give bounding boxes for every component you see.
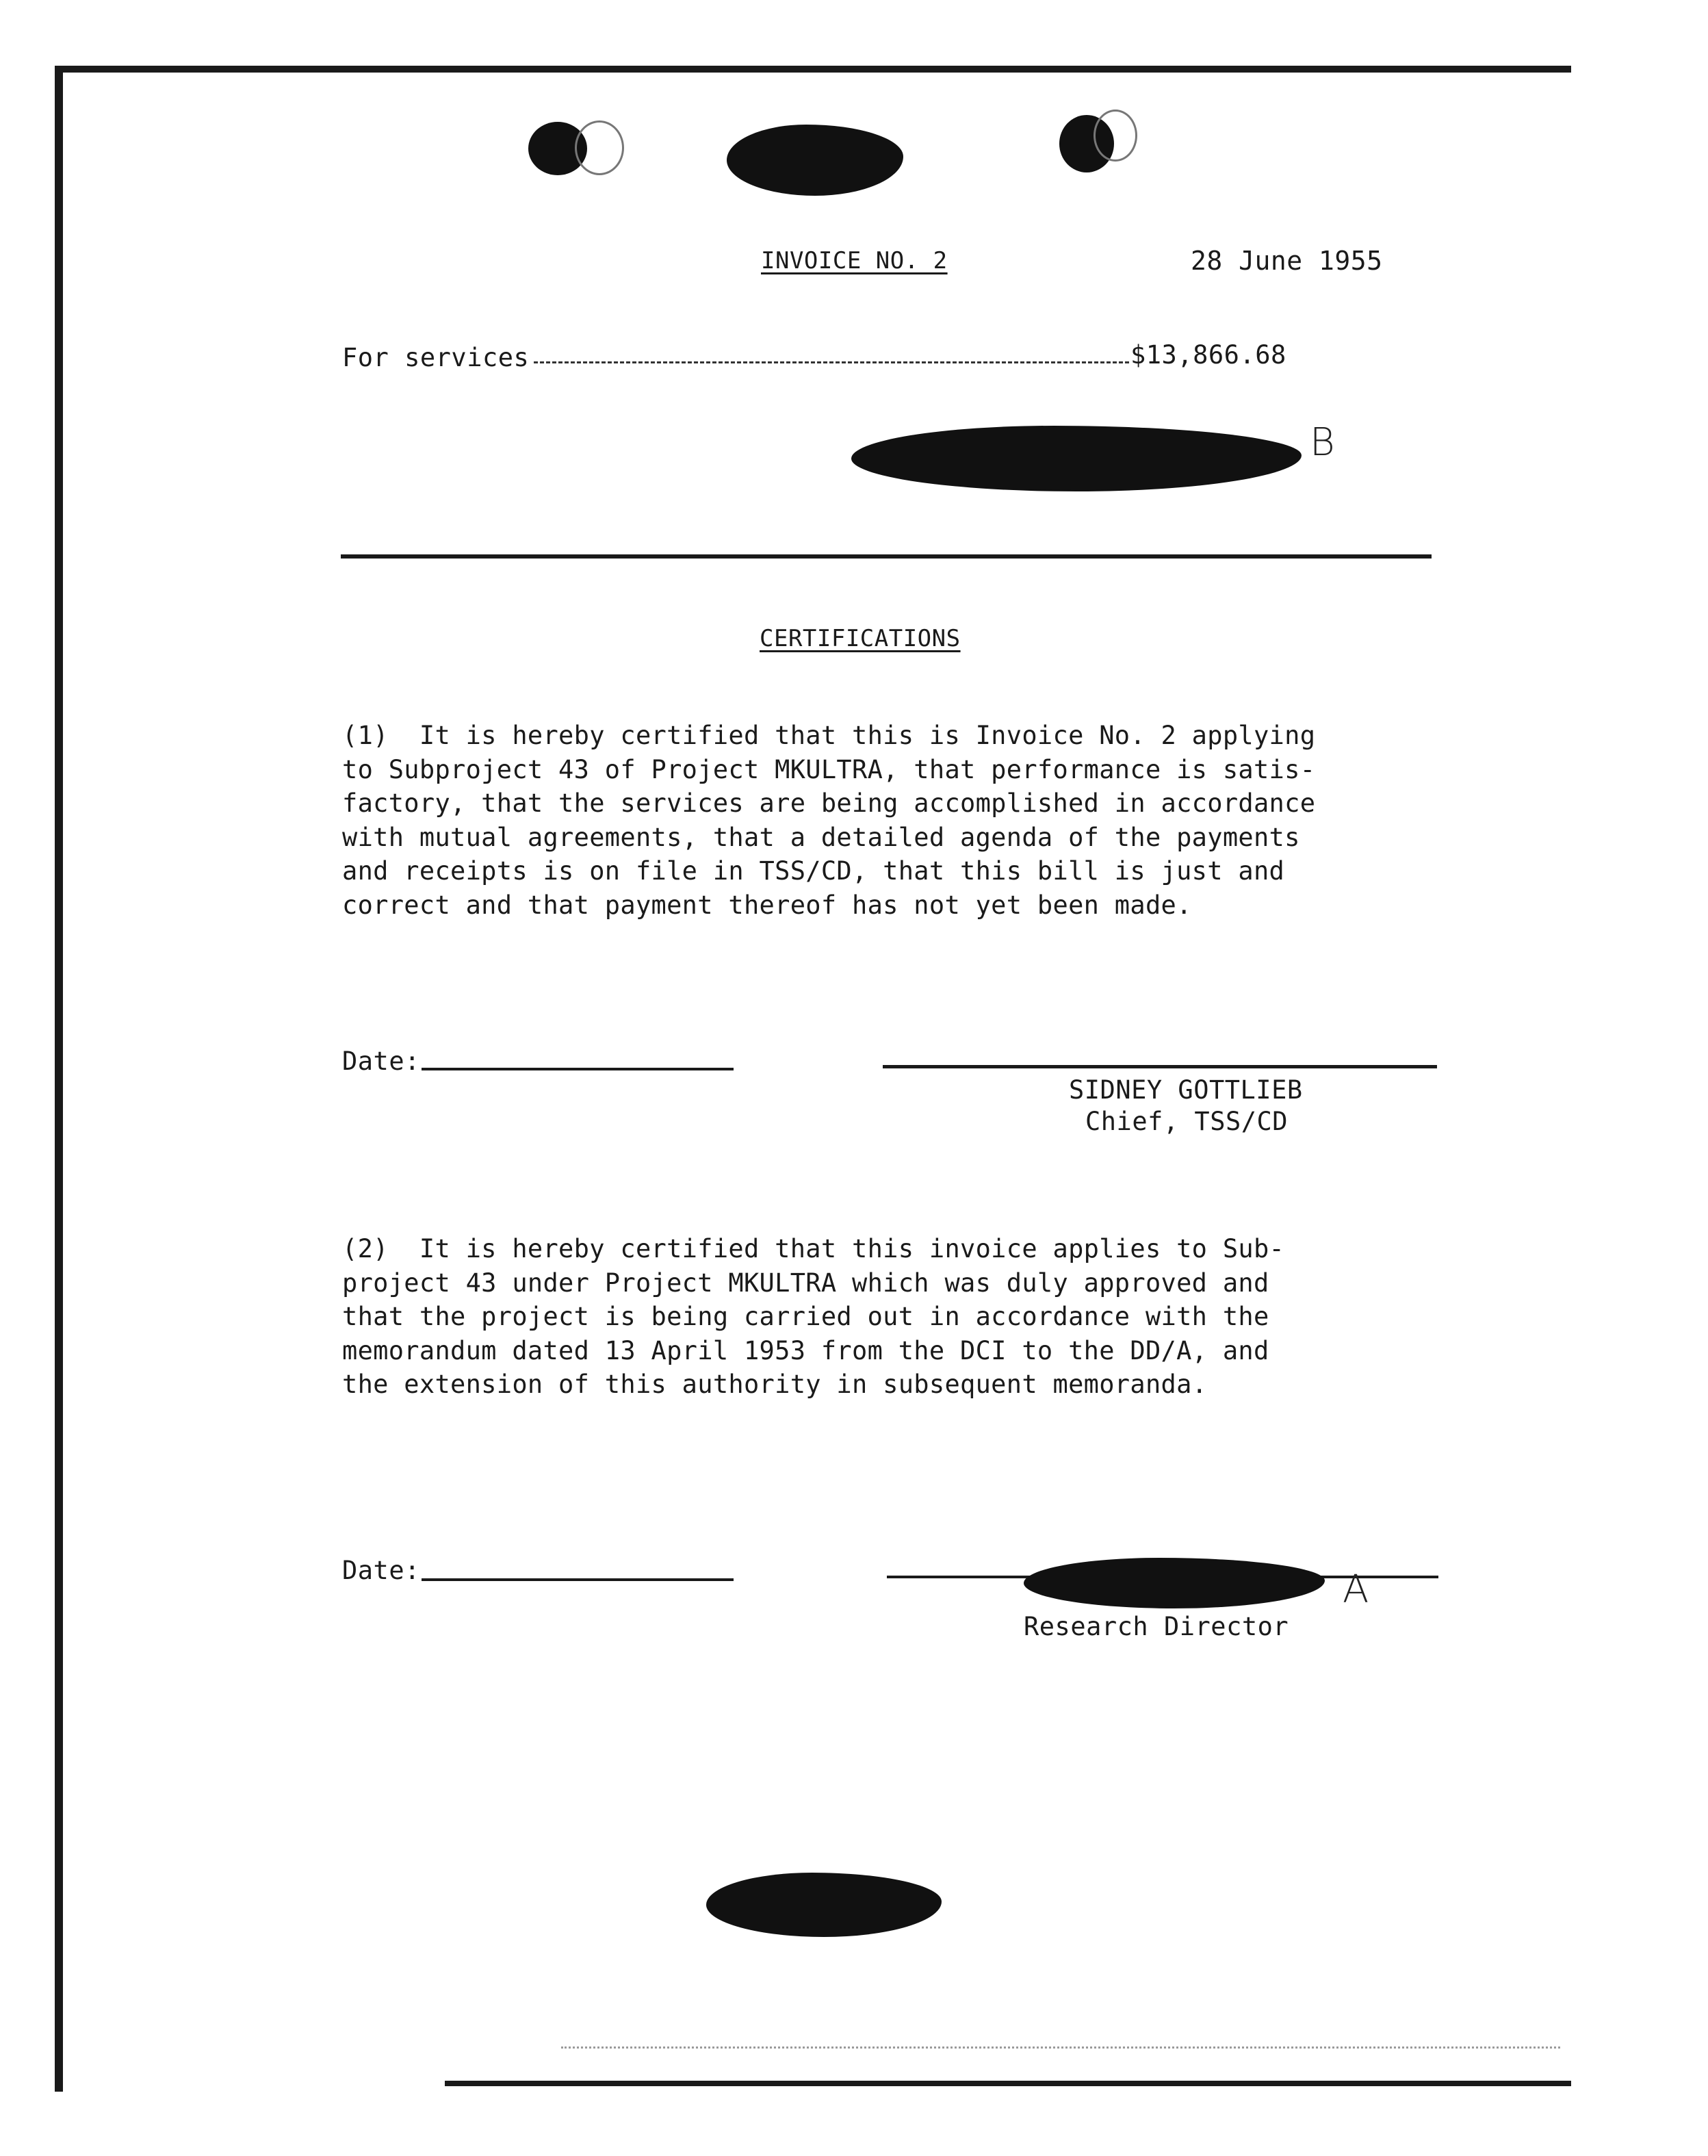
- services-label: For services: [342, 343, 530, 372]
- services-amount: $13,866.68: [1130, 340, 1286, 370]
- date-line-1: [422, 1068, 734, 1070]
- punch-hole-left-outline: [575, 120, 624, 175]
- left-border-line: [55, 66, 63, 2092]
- redaction-signer-2: [1024, 1558, 1325, 1608]
- invoice-date: 28 June 1955: [1191, 246, 1383, 276]
- bottom-dotted-line: [561, 2046, 1560, 2049]
- date-label-2: Date:: [342, 1556, 420, 1585]
- date-line-2: [422, 1578, 734, 1581]
- bottom-border-line: [445, 2081, 1571, 2086]
- section-separator: [341, 554, 1432, 559]
- punch-hole-right-outline: [1094, 110, 1137, 162]
- signature-line-1: [883, 1065, 1437, 1068]
- top-border-line: [55, 66, 1571, 73]
- certification-1-text: (1) It is hereby certified that this is Invoice No. 2 applying to Subproject 43 of Project MKULTRA, that performance is satis- factory, that the services are being accomplished in accordance with mutual agreements, that a detailed agenda of the payments and receipts is on file in TSS/CD, that this bill is just and correct and that payment thereof has not yet been made.: [342, 721, 1316, 920]
- certification-2-text: (2) It is hereby certified that this invoice applies to Sub- project 43 under Project MKULTRA which was duly approved and that the project is being carried out in accordance with the memorandum dated 13 April 1953 from the DCI to the DD/A, and the extension of this authority in subsequent memoranda.: [342, 1234, 1285, 1399]
- signer-2-title: Research Director: [1024, 1612, 1289, 1641]
- signer-1-title: Chief, TSS/CD: [1085, 1107, 1289, 1136]
- redaction-middle: [851, 426, 1302, 491]
- handwritten-mark-a: A: [1343, 1567, 1369, 1612]
- redaction-bottom: [706, 1873, 942, 1937]
- services-leader-line: [534, 361, 1129, 363]
- handwritten-mark-b: B: [1310, 420, 1335, 465]
- certifications-heading: CERTIFICATIONS: [760, 625, 961, 652]
- redaction-top: [727, 125, 903, 196]
- date-label-1: Date:: [342, 1047, 420, 1076]
- invoice-title: INVOICE NO. 2: [761, 247, 948, 274]
- signer-1-name: SIDNEY GOTTLIEB: [1069, 1075, 1303, 1105]
